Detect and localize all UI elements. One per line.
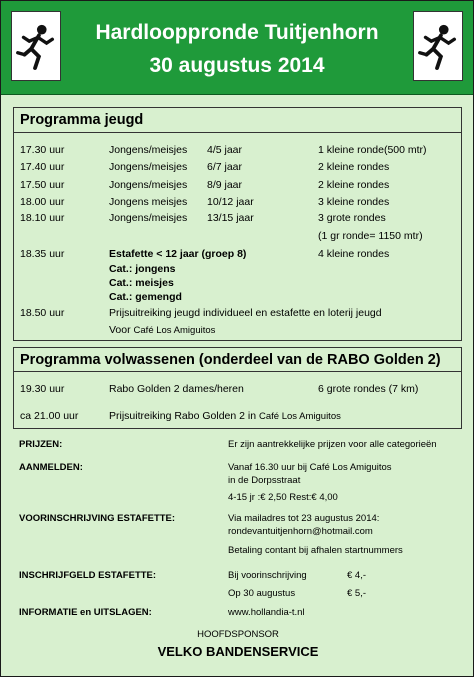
header-banner bbox=[1, 1, 473, 95]
race-distance: 6 grote rondes (7 km) bbox=[318, 383, 419, 395]
informatie-label: INFORMATIE en UITSLAGEN: bbox=[19, 607, 152, 618]
estafette-cat: Cat.: meisjes bbox=[109, 277, 174, 289]
fee1-amount: € 4,- bbox=[347, 570, 367, 581]
row-age: 8/9 jaar bbox=[207, 179, 243, 191]
sponsor-name: VELKO BANDENSERVICE bbox=[157, 644, 319, 659]
adult-prize-time: ca 21.00 uur bbox=[20, 410, 79, 422]
runner-icon bbox=[413, 11, 463, 81]
fee2-label: Op 30 augustus bbox=[228, 588, 296, 599]
price-line: 4-15 jr :€ 2,50 Rest:€ 4,00 bbox=[228, 492, 338, 503]
row-time: 18.10 uur bbox=[20, 212, 65, 224]
email-link[interactable]: rondevantuitjenhorn@hotmail.com bbox=[228, 526, 373, 537]
aanmelden-label: AANMELDEN: bbox=[19, 462, 83, 473]
row-time: 17.40 uur bbox=[20, 161, 65, 173]
event-date: 30 augustus 2014 bbox=[149, 54, 325, 77]
row-age: 10/12 jaar bbox=[207, 196, 254, 208]
voorinschrijving-label: VOORINSCHRIJVING ESTAFETTE: bbox=[19, 513, 176, 524]
row-time: 18.00 uur bbox=[20, 196, 65, 208]
prize-text: Prijsuitreiking jeugd individueel en estafette en loterij jeugd bbox=[109, 307, 382, 319]
volwassenen-heading: Programma volwassenen (onderdeel van de RABO Golden 2) bbox=[14, 348, 461, 372]
estafette-time: 18.35 uur bbox=[20, 248, 65, 260]
big-round-note: (1 gr ronde= 1150 mtr) bbox=[318, 230, 423, 242]
row-time: 17.50 uur bbox=[20, 179, 65, 191]
row-group: Jongens/meisjes bbox=[109, 161, 188, 173]
race-name: Rabo Golden 2 dames/heren bbox=[109, 383, 244, 395]
inschrijfgeld-label: INSCHRIJFGELD ESTAFETTE: bbox=[19, 570, 157, 581]
fee1-label: Bij voorinschrijving bbox=[228, 570, 307, 581]
row-group: Jongens/meisjes bbox=[109, 212, 188, 224]
fee2-amount: € 5,- bbox=[347, 588, 367, 599]
row-distance: 1 kleine ronde(500 mtr) bbox=[318, 144, 427, 156]
event-title: Hardlooppronde Tuitjenhorn bbox=[95, 21, 379, 44]
row-distance: 3 grote rondes bbox=[318, 212, 386, 224]
jeugd-program-box bbox=[13, 107, 462, 341]
volwassenen-program-box bbox=[13, 347, 462, 429]
row-age: 4/5 jaar bbox=[207, 144, 243, 156]
website-link[interactable]: www.hollandia-t.nl bbox=[228, 607, 305, 618]
row-age: 6/7 jaar bbox=[207, 161, 243, 173]
estafette-cat: Cat.: gemengd bbox=[109, 291, 182, 303]
runner-icon bbox=[11, 11, 61, 81]
estafette-title: Estafette < 12 jaar (groep 8) bbox=[109, 248, 247, 260]
prijzen-text: Er zijn aantrekkelijke prijzen voor alle categorieën bbox=[228, 439, 437, 450]
prijzen-label: PRIJZEN: bbox=[19, 439, 63, 450]
prize-venue: Café Los Amiguitos bbox=[133, 325, 216, 336]
row-age: 13/15 jaar bbox=[207, 212, 254, 224]
adult-prize-venue: Café Los Amiguitos bbox=[259, 411, 341, 422]
prize-venue-line bbox=[109, 324, 215, 336]
row-distance: 2 kleine rondes bbox=[318, 179, 390, 191]
betaling-text: Betaling contant bij afhalen startnummers bbox=[228, 545, 403, 556]
row-group: Jongens/meisjes bbox=[109, 144, 188, 156]
row-time: 17.30 uur bbox=[20, 144, 65, 156]
aanmelden-line1: Vanaf 16.30 uur bij Café Los Amiguitos bbox=[228, 462, 392, 473]
prize-time: 18.50 uur bbox=[20, 307, 65, 319]
estafette-distance: 4 kleine rondes bbox=[318, 248, 390, 260]
race-time: 19.30 uur bbox=[20, 383, 65, 395]
adult-prize-text: Prijsuitreiking Rabo Golden 2 in bbox=[109, 410, 257, 422]
prize-voor: Voor bbox=[109, 324, 131, 336]
adult-prize-line bbox=[109, 410, 341, 422]
row-distance: 3 kleine rondes bbox=[318, 196, 390, 208]
jeugd-heading: Programma jeugd bbox=[14, 108, 461, 133]
aanmelden-line2: in de Dorpsstraat bbox=[228, 475, 301, 486]
row-group: Jongens meisjes bbox=[109, 196, 188, 208]
estafette-cat: Cat.: jongens bbox=[109, 263, 176, 275]
sponsor-label: HOOFDSPONSOR bbox=[197, 629, 279, 640]
row-group: Jongens/meisjes bbox=[109, 179, 188, 191]
voorinschrijving-line1: Via mailadres tot 23 augustus 2014: bbox=[228, 513, 380, 524]
row-distance: 2 kleine rondes bbox=[318, 161, 390, 173]
